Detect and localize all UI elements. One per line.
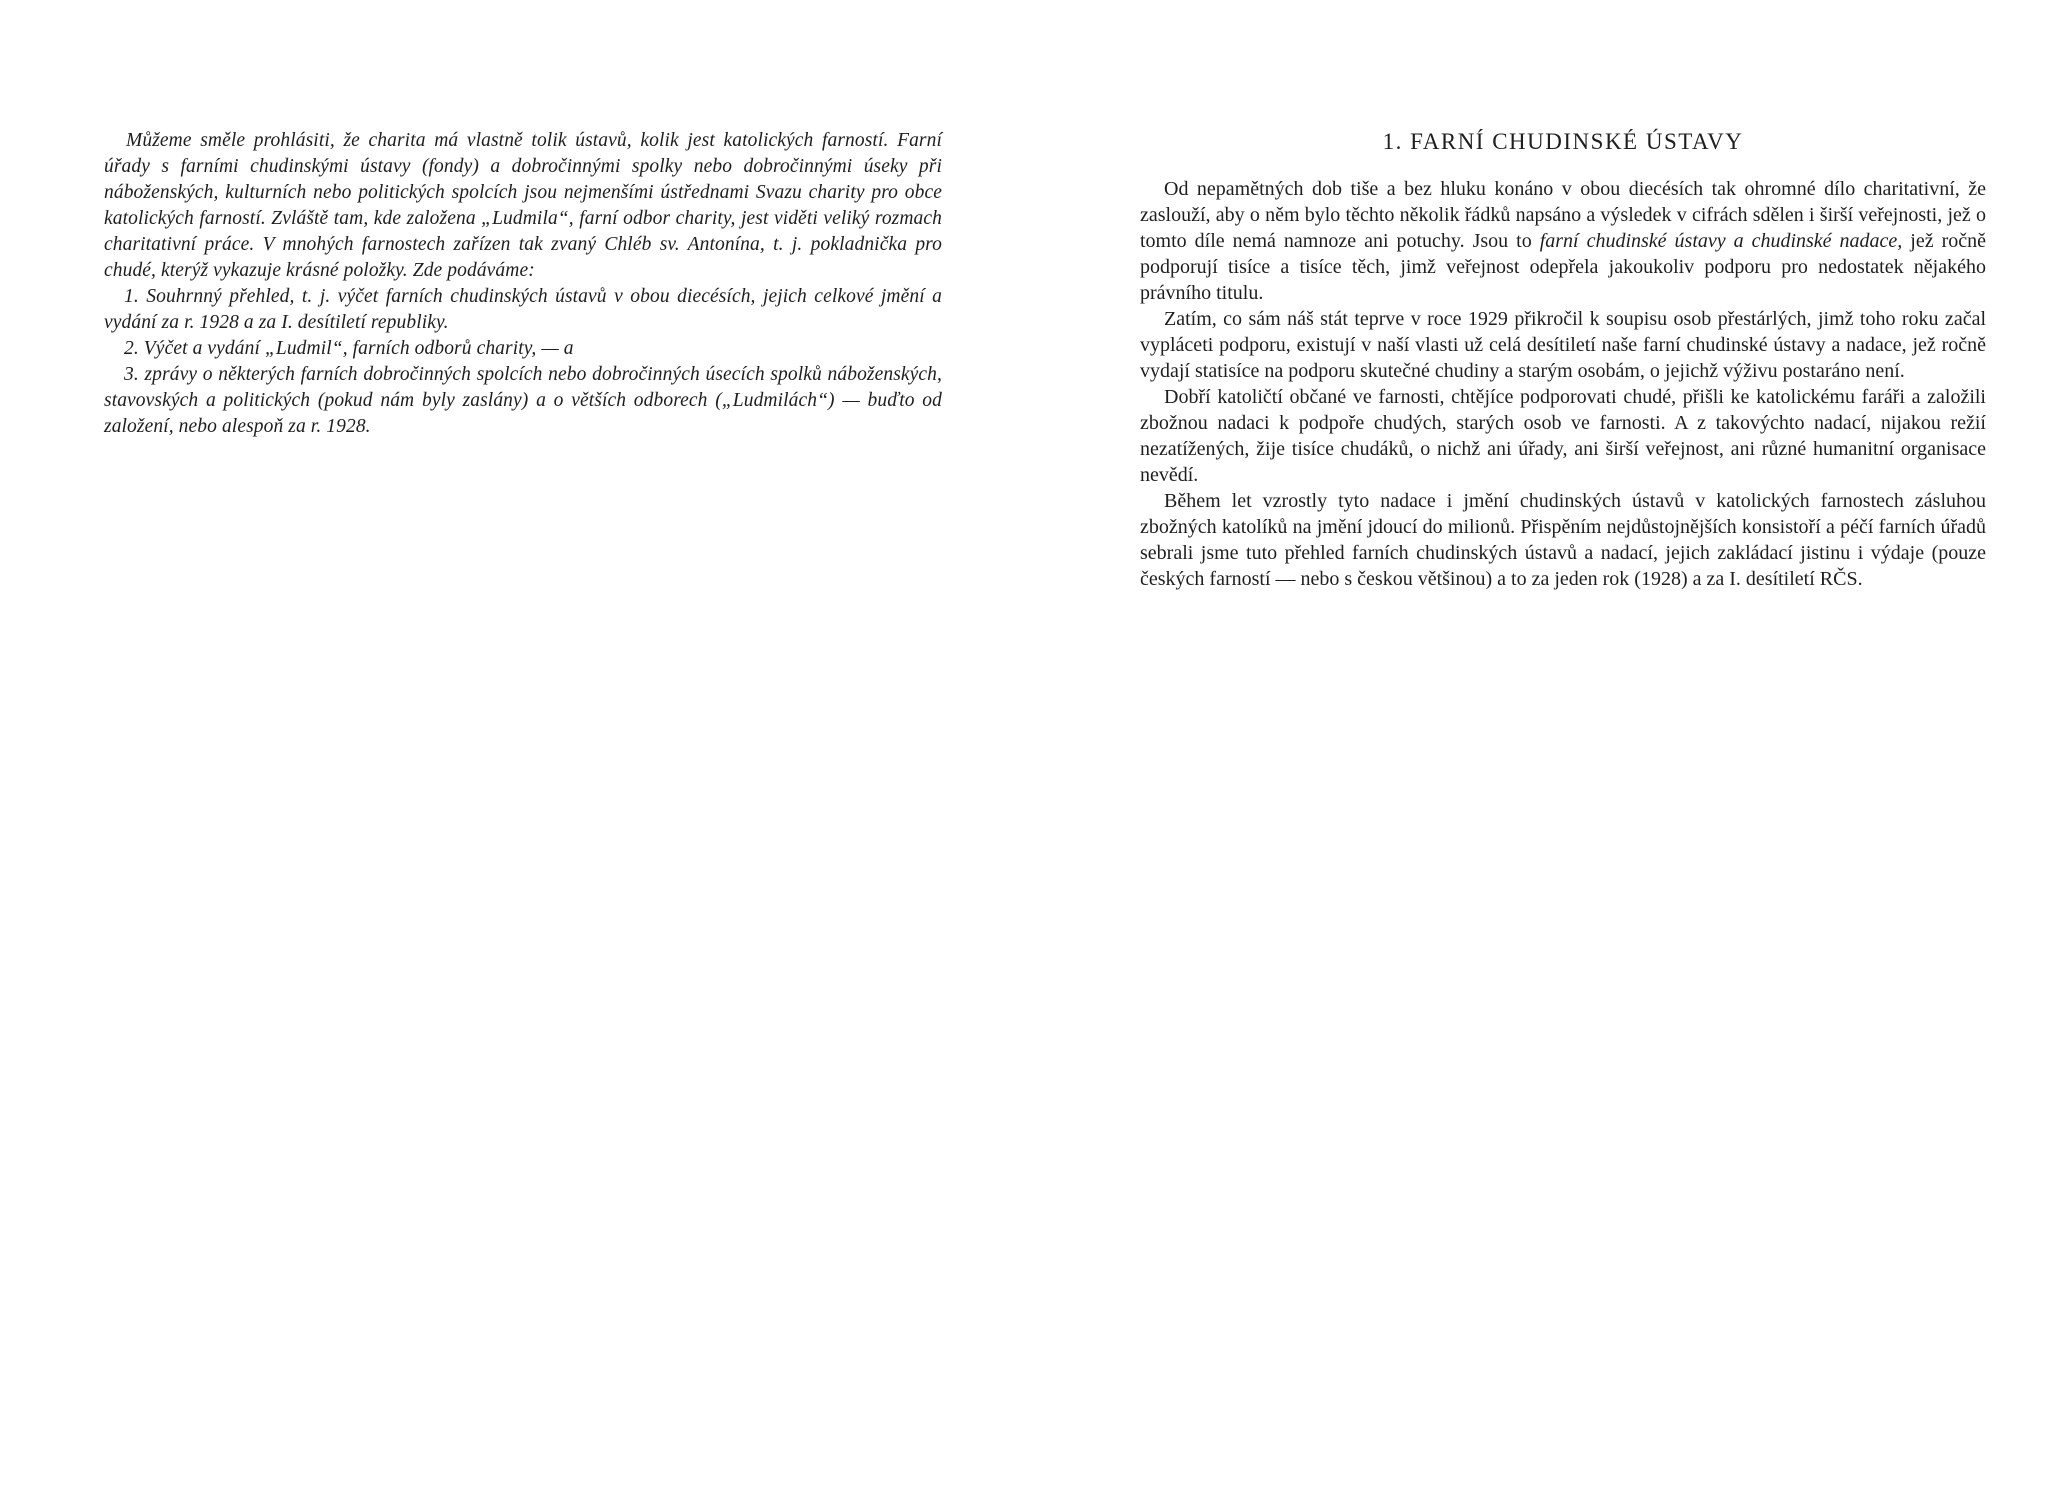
paragraph-4: Během let vzrostly tyto nadace i jmění chudinských ústavů v katolických farnostech zásluhou zbožných katolíků na jmění jdoucí do milionů. Přispěním nejdůstojnějších konsistoří a péčí farních úřadů sebrali jsme tuto přehled farních chudinských ústavů a nadací, jejich zakládací jistinu i výdaje (pouze českých farností — nebo s českou většinou) a to za jeden rok (1928) a za I. desítiletí RČS. (1140, 490, 1986, 590)
list-item-1: 1. Souhrnný přehled, t. j. výčet farních chudinských ústavů v obou diecésích, jejich celkové jmění a vydání za r. 1928 a za I. desítiletí republiky. (104, 286, 942, 333)
paragraph-1 (1140, 176, 1986, 306)
paragraph-1-emphasis: farní chudinské ústavy a chudinské nadace, (1539, 230, 1903, 252)
paragraph-1-end: jež ročně podporují tisíce a tisíce těch, jimž veřejnost odepřela jakoukoliv podporu pro nedostatek nějakého právního titulu. (1140, 230, 1986, 304)
left-page-text (104, 128, 942, 440)
paragraph-3: Dobří katoličtí občané ve farnosti, chtějíce podporovati chudé, přišli ke katolickému faráři a založili zbožnou nadaci k podpoře chudých, starých osob ve farnosti. A z takovýchto nadací, nijakou režií nezatížených, žije tisíce chudáků, o nichž ani úřady, ani širší veřejnost, ani různé humanitní organisace nevědí. (1140, 386, 1986, 486)
left-page (104, 128, 942, 440)
right-page (1140, 128, 1986, 592)
list-item-2: 2. Výčet a vydání „Ludmil“, farních odborů charity, — a (124, 338, 574, 359)
list-item-3: 3. zprávy o některých farních dobročinných spolcích nebo dobročinných úsecích spolků náboženských, stavovských a politických (pokud nám byly zaslány) a o větších odborech („Ludmilách“) — buďto od založení, nebo alespoň za r. 1928. (104, 364, 942, 437)
right-page-text (1140, 176, 1986, 592)
paragraph-1-start: Od nepamětných dob tiše a bez hluku konáno v obou diecésích tak ohromné dílo charitativní, že zaslouží, aby o něm bylo těchto několik řádků napsáno a výsledek v cifrách sdělen i širší veřejnosti, jež o tomto díle nemá namnoze ani potuchy. Jsou to (1140, 178, 1986, 252)
paragraph-2: Zatím, co sám náš stát teprve v roce 1929 přikročil k soupisu osob přestárlých, jimž toho roku začal vypláceti podporu, existují v naší vlasti už celá desítiletí naše farní chudinské ústavy a nadace, jež ročně vydají statisíce na podporu skutečné chudiny a starým osobám, o jejichž výživu postaráno není. (1140, 308, 1986, 382)
left-intro-paragraph: Můžeme směle prohlásiti, že charita má vlastně tolik ústavů, kolik jest katolických farností. Farní úřady s farními chudinskými ústavy (fondy) a dobročinnými spolky nebo dobročinnými úseky při náboženských, kulturních nebo politických spolcích jsou nejmenšími ústřednami Svazu charity pro obce katolických farností. Zvláště tam, kde založena „Ludmila“, farní odbor charity, jest viděti veliký rozmach charitativní práce. V mnohých farnostech zařízen tak zvaný Chléb sv. Antonína, t. j. pokladnička pro chudé, kterýž vykazuje krásné položky. Zde podáváme: (104, 130, 942, 281)
section-heading: 1. FARNÍ CHUDINSKÉ ÚSTAVY (1382, 129, 1744, 154)
